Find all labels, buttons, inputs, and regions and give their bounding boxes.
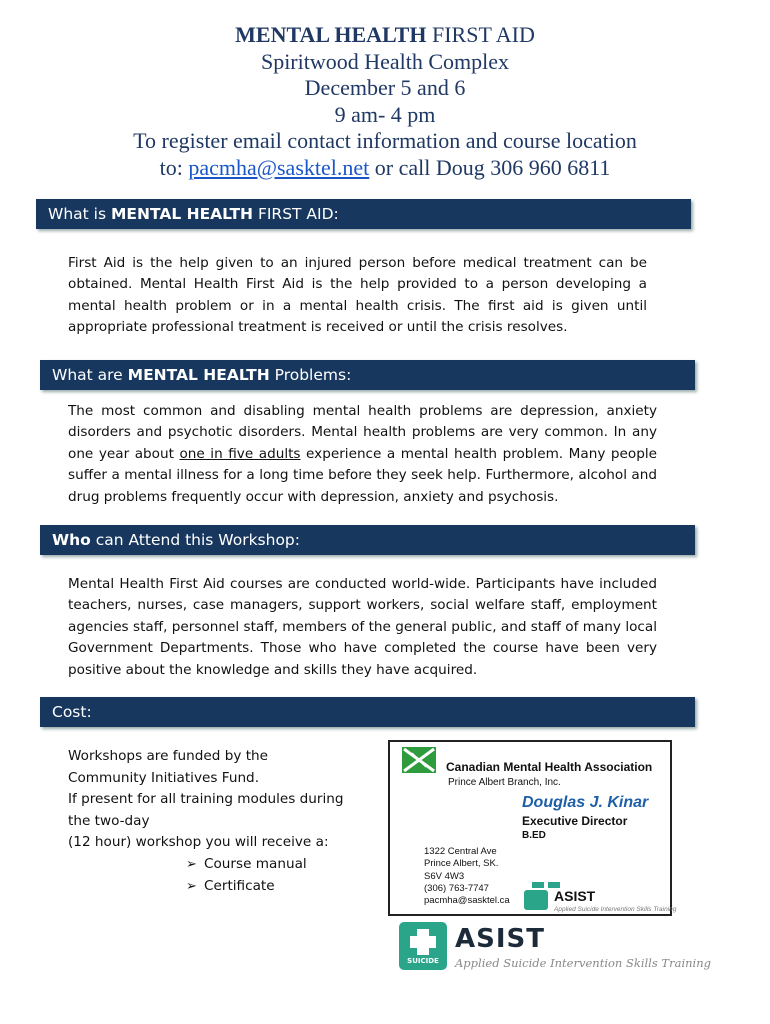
heading-text: What are xyxy=(52,366,128,384)
who-paragraph xyxy=(68,574,657,681)
org-branch: Prince Albert Branch, Inc. xyxy=(448,777,561,788)
cost-line: Workshops are funded by the xyxy=(68,748,269,764)
register-line: To register email contact information and course location xyxy=(133,128,637,153)
arrow-bullet-icon: ➢ xyxy=(186,856,197,872)
title-rest: FIRST AID xyxy=(426,22,535,47)
paragraph-text: Mental Health First Aid courses are conducted world-wide. Participants have included teachers, nurses, case managers, support workers, social welfare staff, employment agencies staff, personnel staff, members of the general public, and staff of many local Government Departments. Those who have completed the course have been very positive about the knowledge and skills they have acquired. xyxy=(68,576,657,678)
email-link[interactable]: pacmha@sasktel.net xyxy=(188,154,370,180)
cmha-logo-icon xyxy=(402,747,436,773)
event-header xyxy=(0,22,770,181)
event-title xyxy=(0,22,770,49)
heading-bold: MENTAL HEALTH xyxy=(110,205,254,223)
address-line: S6V 4W3 xyxy=(424,870,465,882)
text-part: The most common and disabling mental health problems are depression, anxiety disorders and psychotic disorders. Mental health problems are very common. In any one year about xyxy=(68,403,657,462)
paragraph-text xyxy=(68,401,657,508)
to-prefix: to: xyxy=(159,154,189,180)
heading-bold: MENTAL HEALTH xyxy=(127,366,270,384)
heading-text: can Attend this Workshop: xyxy=(90,531,300,549)
heading-bold: Who xyxy=(52,531,91,549)
asist-tagline: Applied Suicide Intervention Skills Training xyxy=(455,956,711,970)
asist-word: ASIST xyxy=(455,924,545,954)
section-bar-what-is xyxy=(36,199,691,229)
call-text: or call Doug 306 960 6811 xyxy=(369,154,611,180)
contact-line xyxy=(0,155,770,182)
contact-address xyxy=(424,846,510,907)
business-card xyxy=(388,740,677,916)
cost-line: the two-day xyxy=(68,812,150,829)
title-bold: MENTAL HEALTH xyxy=(235,22,427,47)
arrow-bullet-icon: ➢ xyxy=(186,878,197,894)
asist-word: ASIST xyxy=(554,888,596,904)
contact-degree: B.ED xyxy=(522,830,546,841)
cost-line: Community Initiatives Fund. xyxy=(68,769,260,786)
paragraph-text: First Aid is the help given to an injured person before medical treatment can be obtained. Mental Health First Aid is the help provided to a person developing a mental health problem or in a mental health crisis. The first aid is given until appropriate professional treatment is received or until the crisis resolves. xyxy=(68,255,647,336)
cost-line: If present for all training modules during xyxy=(68,791,344,808)
underlined-text: one in five adults xyxy=(179,445,301,462)
suicide-badge-icon xyxy=(524,890,548,910)
event-dates: December 5 and 6 xyxy=(304,75,466,100)
heading-text: FIRST AID: xyxy=(253,205,339,223)
org-name: Canadian Mental Health Association xyxy=(446,760,653,774)
contact-role: Executive Director xyxy=(522,814,628,828)
event-location: Spiritwood Health Complex xyxy=(260,48,510,74)
asist-tagline: Applied Suicide Intervention Skills Training xyxy=(554,906,677,913)
email-line: pacmha@sasktel.ca xyxy=(424,895,510,907)
list-item-label: Certificate xyxy=(204,877,275,894)
address-line: 1322 Central Ave xyxy=(424,846,497,857)
heading-text: Cost: xyxy=(52,703,92,721)
address-line: Prince Albert, SK. xyxy=(424,858,499,870)
heading-text: Problems: xyxy=(269,366,352,384)
text-part: experience a mental health problem. Many people suffer a mental illness for a long time before they seek help. Furthermore, alcohol and drug problems frequently occur with depression, anxiety and psychosis. xyxy=(68,445,658,505)
contact-name: Douglas J. Kinar xyxy=(522,794,649,811)
suicide-cross-icon xyxy=(399,922,447,970)
cost-line: (12 hour) workshop you will receive a: xyxy=(68,834,329,851)
section-bar-cost xyxy=(40,697,695,727)
asist-logo xyxy=(399,922,711,974)
heading-text: What is xyxy=(48,205,111,223)
list-item-label: Course manual xyxy=(204,855,307,872)
what-is-paragraph xyxy=(68,253,647,339)
event-time: 9 am- 4 pm xyxy=(334,101,436,127)
problems-paragraph xyxy=(68,401,657,508)
list-item xyxy=(68,854,378,876)
section-bar-who xyxy=(40,525,695,555)
phone-line: (306) 763-7747 xyxy=(424,882,489,894)
section-bar-problems xyxy=(40,360,695,390)
list-item xyxy=(68,876,378,898)
cost-details xyxy=(68,746,378,897)
badge-text: SUICIDE xyxy=(407,957,439,965)
